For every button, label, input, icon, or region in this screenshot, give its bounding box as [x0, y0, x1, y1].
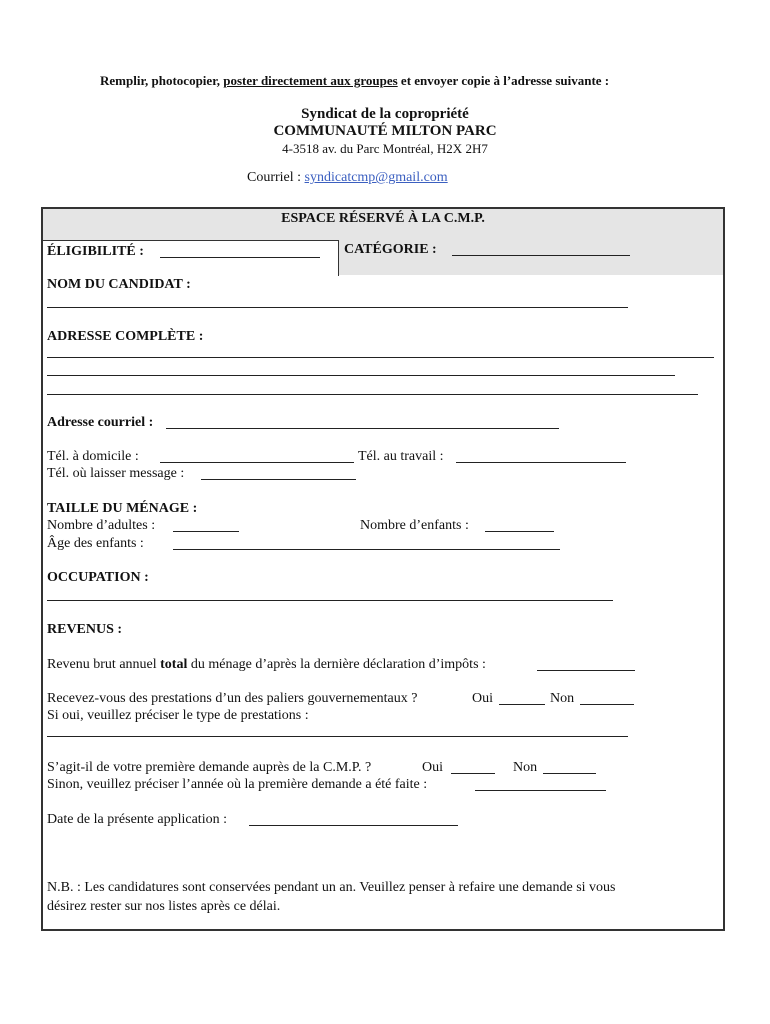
benefits-yes-label: Oui [472, 691, 493, 706]
eligibility-field[interactable] [160, 257, 320, 258]
instruction-text: Remplir, photocopier, [100, 73, 224, 88]
org-community: COMMUNAUTÉ MILTON PARC [273, 123, 497, 139]
reserved-title: ESPACE RÉSERVÉ À LA C.M.P. [281, 211, 485, 226]
occupation-field[interactable] [47, 600, 613, 601]
instruction-text-end: et envoyer copie à l’adresse suivante : [397, 73, 610, 88]
email-line [247, 170, 448, 186]
email-link[interactable]: syndicatcmp@gmail.com [304, 170, 448, 185]
candidate-name-field[interactable] [47, 307, 628, 308]
children-label: Nombre d’enfants : [360, 518, 469, 533]
org-name: Syndicat de la copropriété [301, 106, 469, 122]
household-label: TAILLE DU MÉNAGE : [47, 501, 198, 516]
adults-label: Nombre d’adultes : [47, 518, 156, 533]
first-request-no-field[interactable] [543, 773, 596, 774]
first-request-yes-label: Oui [422, 760, 443, 775]
gross-income-text [47, 657, 486, 673]
message-phone-label: Tél. où laisser message : [47, 466, 185, 481]
home-phone-label: Tél. à domicile : [47, 449, 139, 464]
benefits-no-label: Non [550, 691, 575, 706]
address-field-2[interactable] [47, 375, 675, 376]
first-request-no-label: Non [513, 760, 538, 775]
instructions [100, 73, 609, 89]
gross-income-pre: Revenu brut annuel [47, 657, 161, 672]
income-label: REVENUS : [47, 622, 123, 637]
gross-income-field[interactable] [537, 670, 635, 671]
category-field[interactable] [452, 255, 630, 256]
category-label: CATÉGORIE : [344, 242, 437, 257]
work-phone-label: Tél. au travail : [358, 449, 444, 464]
first-request-question: S’agit-il de votre première demande auprès de la C.M.P. ? [47, 760, 372, 775]
address-field-1[interactable] [47, 357, 714, 358]
benefits-detail-label: Si oui, veuillez préciser le type de prestations : [47, 708, 309, 723]
address-label: ADRESSE COMPLÈTE : [47, 329, 204, 344]
org-address: 4-3518 av. du Parc Montréal, H2X 2H7 [282, 141, 488, 156]
note-line-1: N.B. : Les candidatures sont conservées pendant un an. Veuillez penser à refaire une demande si vous [47, 880, 616, 895]
instruction-underlined: poster directement aux groupes [223, 73, 398, 88]
address-field-3[interactable] [47, 394, 698, 395]
gross-income-post: du ménage d’après la dernière déclaration d’impôts : [187, 657, 486, 672]
email-label: Courriel : [247, 170, 305, 185]
email-field[interactable] [166, 428, 559, 429]
first-request-year-label: Sinon, veuillez préciser l’année où la première demande a été faite : [47, 777, 428, 792]
message-phone-field[interactable] [201, 479, 356, 480]
application-date-label: Date de la présente application : [47, 812, 227, 827]
email-field-label: Adresse courriel : [47, 415, 154, 430]
benefits-detail-field[interactable] [47, 736, 628, 737]
eligibility-label: ÉLIGIBILITÉ : [47, 244, 144, 259]
work-phone-field[interactable] [456, 462, 626, 463]
note-line-2: désirez rester sur nos listes après ce délai. [47, 899, 281, 914]
children-age-field[interactable] [173, 549, 560, 550]
gross-income-bold: total [160, 657, 188, 672]
benefits-yes-field[interactable] [499, 704, 545, 705]
children-age-label: Âge des enfants : [47, 536, 144, 551]
first-request-yes-field[interactable] [451, 773, 495, 774]
benefits-no-field[interactable] [580, 704, 634, 705]
application-date-field[interactable] [249, 825, 458, 826]
home-phone-field[interactable] [160, 462, 354, 463]
occupation-label: OCCUPATION : [47, 570, 149, 585]
benefits-question: Recevez-vous des prestations d’un des paliers gouvernementaux ? [47, 691, 418, 706]
first-request-year-field[interactable] [475, 790, 606, 791]
adults-field[interactable] [173, 531, 239, 532]
children-field[interactable] [485, 531, 554, 532]
candidate-name-label: NOM DU CANDIDAT : [47, 277, 191, 292]
